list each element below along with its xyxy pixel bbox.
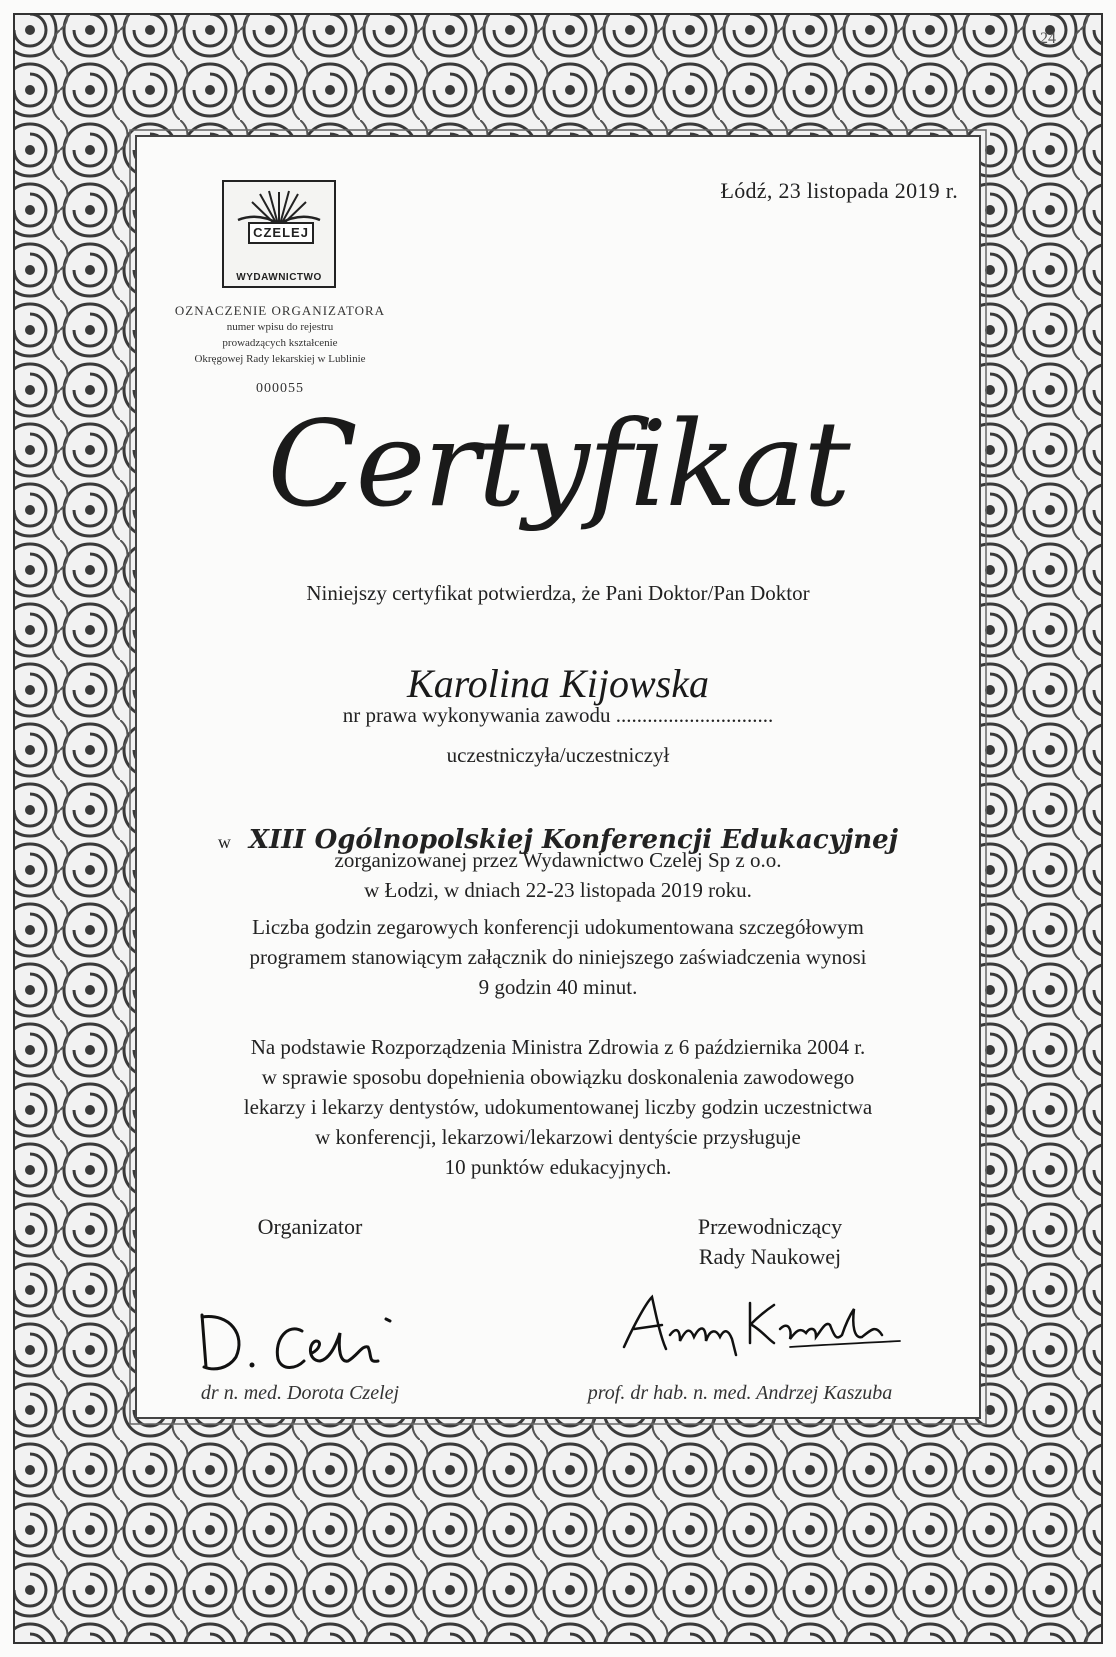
organizer-label: Organizator bbox=[257, 1214, 363, 1239]
chair-label-line-1: Przewodniczący bbox=[697, 1214, 843, 1239]
organized-line-2: w Łodzi, w dniach 22-23 listopada 2019 roku. bbox=[364, 878, 752, 902]
hours-line-2: programem stanowiącym załącznik do niniejszego zaświadczenia wynosi bbox=[249, 945, 867, 969]
license-line: nr prawa wykonywania zawodu .............................. bbox=[342, 703, 774, 727]
hours-line-3: 9 godzin 40 minut. bbox=[478, 975, 638, 999]
registry-line-2: prowadzących kształcenie bbox=[222, 337, 338, 349]
chair-name: prof. dr hab. n. med. Andrzej Kaszuba bbox=[587, 1382, 893, 1404]
regulation-line-4: w konferencji, lekarzowi/lekarzowi dentyście przysługuje bbox=[315, 1125, 801, 1149]
regulation-line-3: lekarzy i lekarzy dentystów, udokumentowanej liczby godzin uczestnictwa bbox=[243, 1095, 873, 1119]
publisher-logo bbox=[222, 180, 336, 288]
registry-line-3: Okręgowej Rady lekarskiej w Lublinie bbox=[194, 353, 366, 365]
conference-name: XIII Ogólnopolskiej Konferencji Edukacyjnej bbox=[248, 825, 899, 855]
organizer-name: dr n. med. Dorota Czelej bbox=[200, 1382, 400, 1404]
confirm-line: Niniejszy certyfikat potwierdza, że Pani Doktor/Pan Doktor bbox=[306, 581, 810, 605]
participant-name: Karolina Kijowska bbox=[407, 661, 709, 706]
organized-line-1: zorganizowanej przez Wydawnictwo Czelej Sp z o.o. bbox=[334, 848, 782, 872]
hours-line-1: Liczba godzin zegarowych konferencji udokumentowana szczegółowym bbox=[252, 915, 864, 939]
page-number: 24 bbox=[1040, 30, 1056, 47]
registry-line-1: numer wpisu do rejestru bbox=[226, 321, 334, 333]
regulation-line-5: 10 punktów edukacyjnych. bbox=[444, 1155, 672, 1179]
chair-label-line-2: Rady Naukowej bbox=[698, 1244, 842, 1269]
logo-name: CZELEJ bbox=[248, 222, 314, 244]
registry-number: 000055 bbox=[256, 381, 304, 396]
issue-date: Łódź, 23 listopada 2019 r. bbox=[720, 178, 958, 203]
organizer-heading: OZNACZENIE ORGANIZATORA bbox=[174, 303, 386, 318]
certificate-title: Certyfikat bbox=[267, 395, 849, 533]
participated-line: uczestniczyła/uczestniczył bbox=[446, 743, 670, 767]
regulation-line-1: Na podstawie Rozporządzenia Ministra Zdrowia z 6 października 2004 r. bbox=[250, 1035, 866, 1059]
conference-prefix: w bbox=[217, 832, 231, 852]
logo-subtitle: WYDAWNICTWO bbox=[236, 272, 322, 283]
regulation-line-2: w sprawie sposobu dopełnienia obowiązku doskonalenia zawodowego bbox=[261, 1065, 855, 1089]
organizer-registry-block bbox=[150, 303, 410, 397]
chair-signature bbox=[610, 1285, 910, 1365]
organizer-signature bbox=[190, 1305, 420, 1385]
